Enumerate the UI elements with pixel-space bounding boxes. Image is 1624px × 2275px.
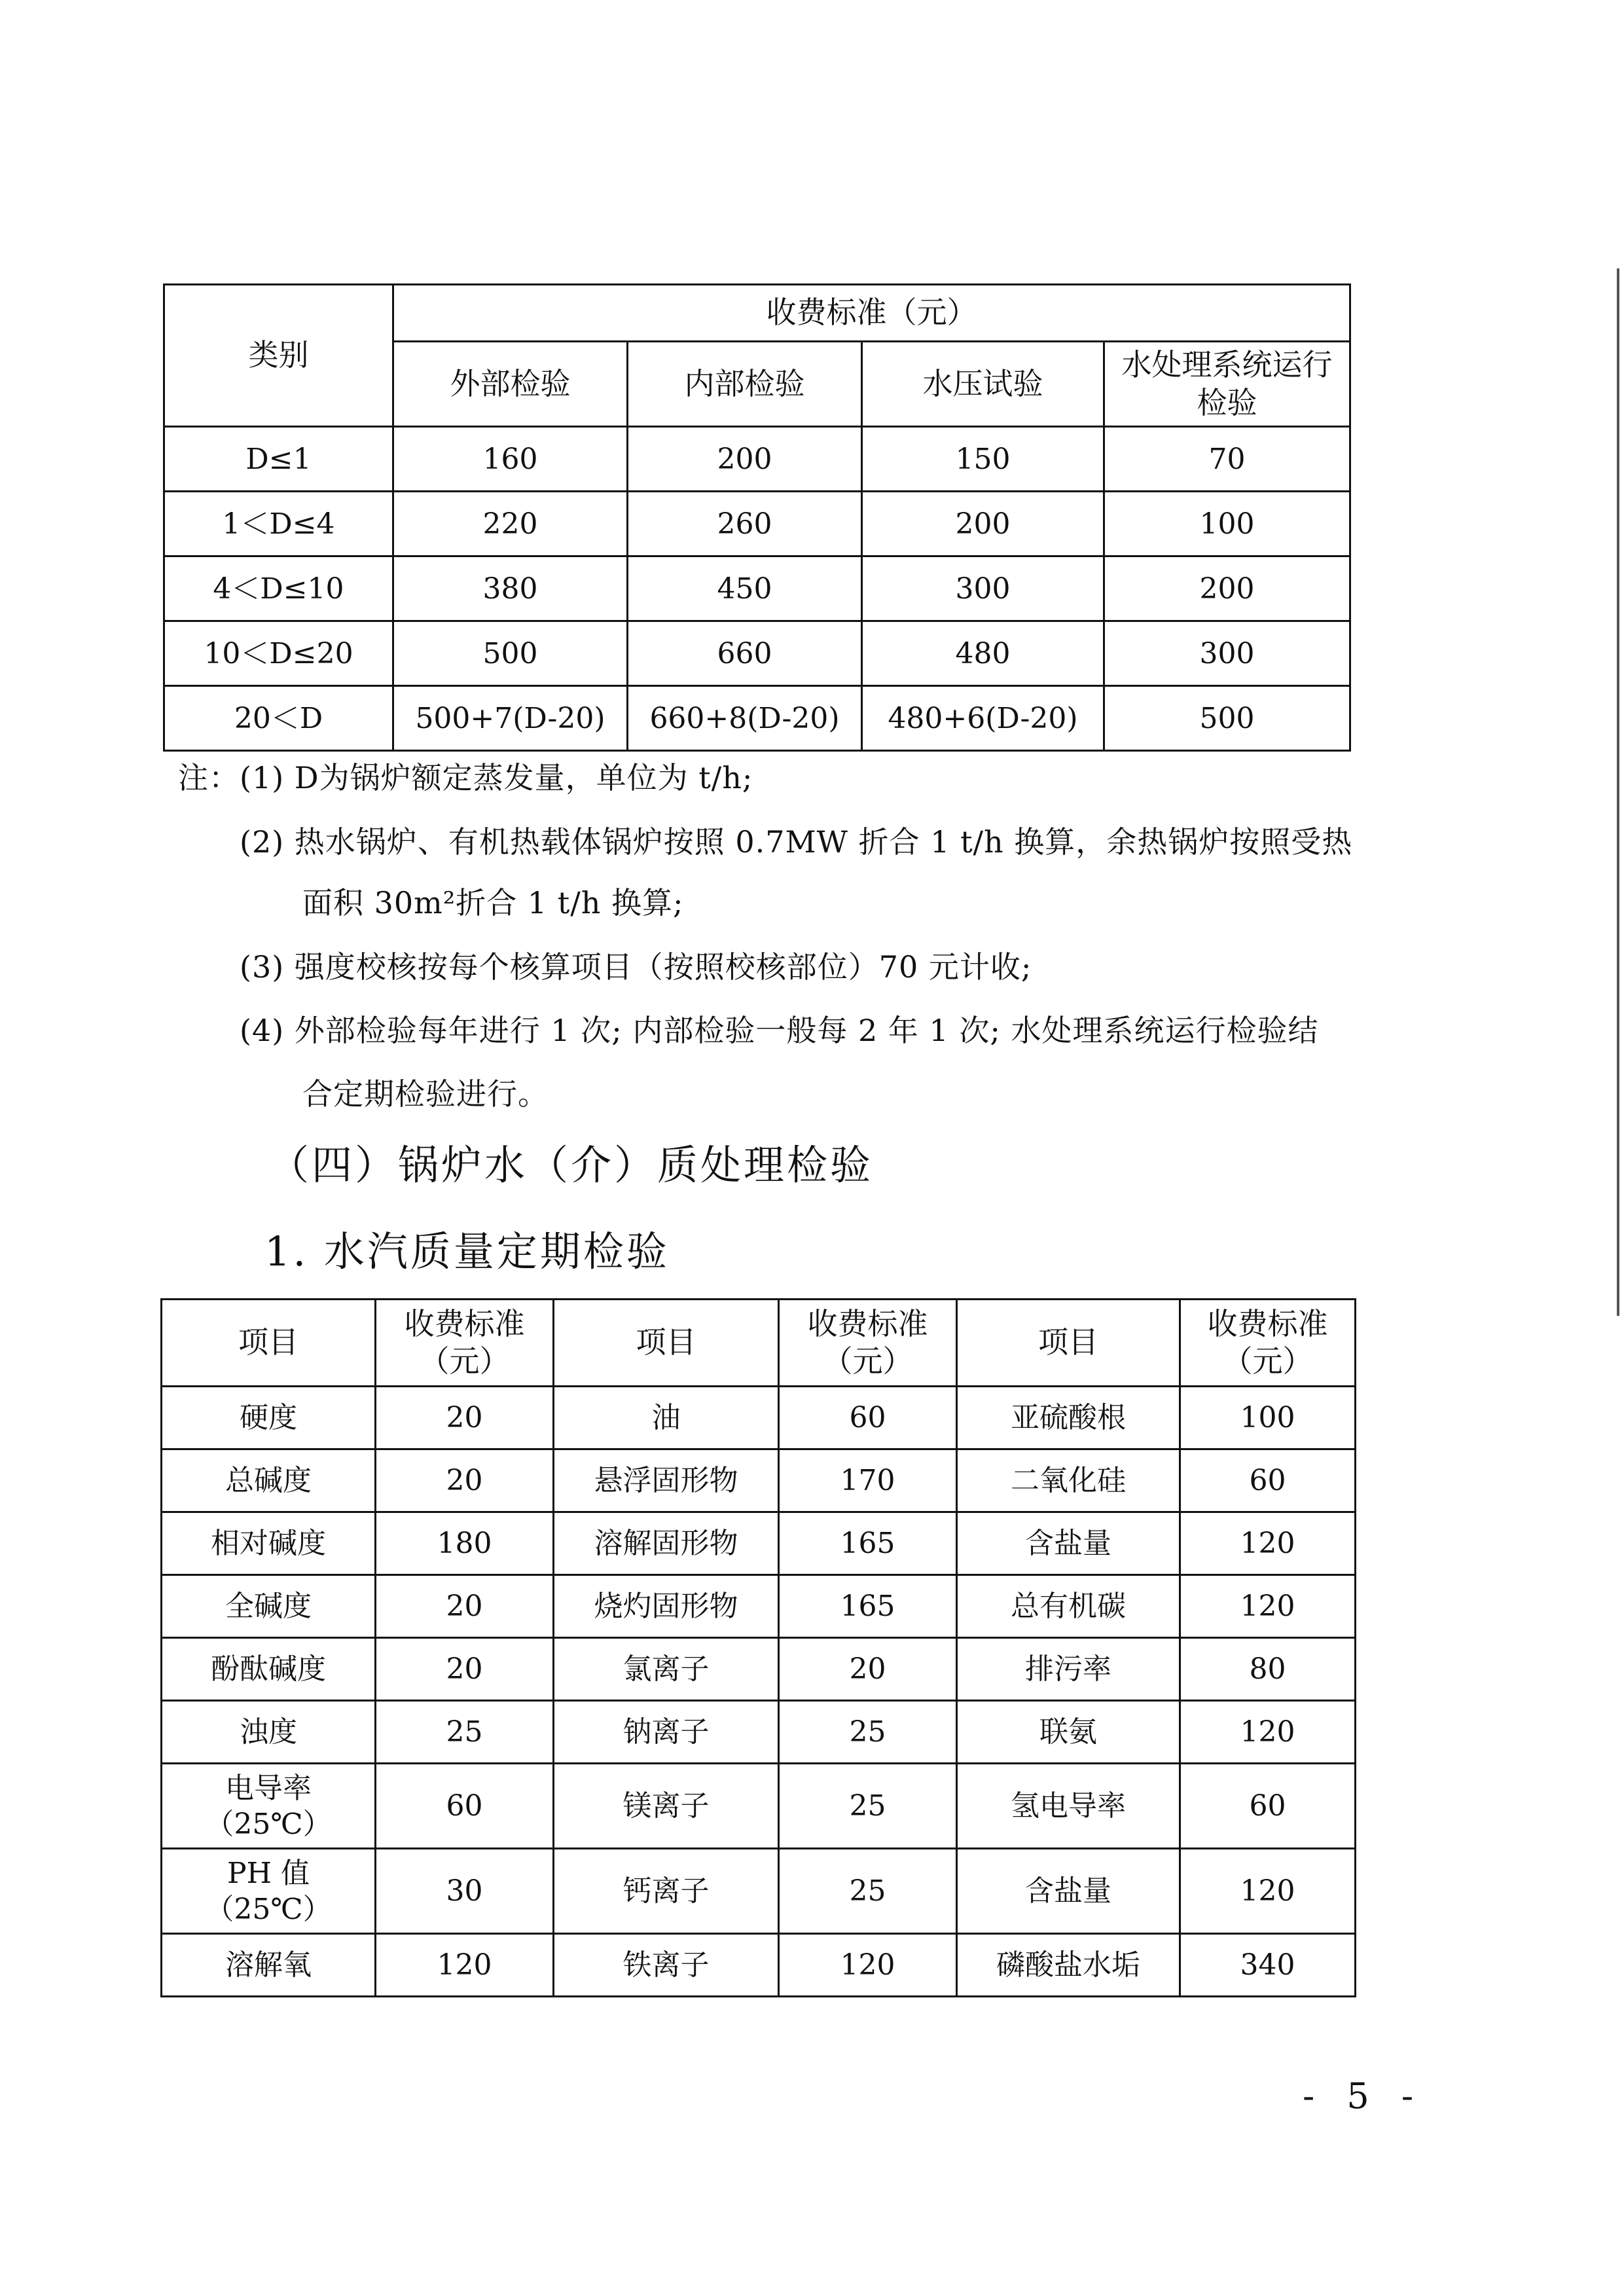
fee-standard-header: 收费标准（元） — [393, 285, 1350, 342]
fee-cell: 300 — [1104, 621, 1350, 686]
fee-cell: 170 — [779, 1449, 957, 1512]
table-row — [164, 492, 1350, 556]
fee-cell: 120 — [376, 1934, 554, 1997]
item-cell: 磷酸盐水垢 — [957, 1934, 1180, 1997]
item-cell: 总碱度 — [162, 1449, 376, 1512]
inspection-fee-table — [163, 283, 1351, 752]
section-heading: （四）锅炉水（介）质处理检验 — [268, 1141, 874, 1189]
table-row — [162, 1575, 1356, 1638]
table-row — [164, 427, 1350, 492]
table-row — [162, 1387, 1356, 1449]
note-4-continued: 合定期检验进行。 — [302, 1076, 549, 1112]
fee-header: 收费标准（元） — [376, 1300, 554, 1387]
fee-cell: 60 — [376, 1764, 554, 1849]
fee-cell: 20 — [376, 1449, 554, 1512]
item-cell: 全碱度 — [162, 1575, 376, 1638]
fee-cell: 180 — [376, 1512, 554, 1575]
item-cell: 钙离子 — [554, 1849, 779, 1934]
fee-cell: 120 — [1180, 1575, 1356, 1638]
item-cell: 含盐量 — [957, 1849, 1180, 1934]
subsection-heading: 1. 水汽质量定期检验 — [264, 1228, 670, 1275]
fee-cell: 380 — [393, 556, 628, 621]
category-cell: 4＜D≤10 — [164, 556, 393, 621]
fee-cell: 25 — [779, 1764, 957, 1849]
table-row — [162, 1512, 1356, 1575]
note-2-continued: 面积 30m²折合 1 t/h 换算; — [302, 885, 684, 920]
fee-cell: 300 — [862, 556, 1104, 621]
fee-header: 收费标准（元） — [1180, 1300, 1356, 1387]
item-cell: PH 值（25℃） — [162, 1849, 376, 1934]
fee-cell: 100 — [1104, 492, 1350, 556]
category-cell: 1＜D≤4 — [164, 492, 393, 556]
table-row — [164, 556, 1350, 621]
fee-cell: 25 — [779, 1701, 957, 1764]
fee-cell: 70 — [1104, 427, 1350, 492]
water-quality-fee-table — [160, 1298, 1356, 1997]
table-row — [162, 1849, 1356, 1934]
column-header: 水压试验 — [862, 342, 1104, 427]
fee-cell: 500+7(D-20) — [393, 686, 628, 751]
item-header: 项目 — [554, 1300, 779, 1387]
fee-cell: 480+6(D-20) — [862, 686, 1104, 751]
fee-cell: 60 — [1180, 1764, 1356, 1849]
fee-cell: 25 — [779, 1849, 957, 1934]
item-cell: 酚酞碱度 — [162, 1638, 376, 1701]
item-cell: 悬浮固形物 — [554, 1449, 779, 1512]
column-header: 水处理系统运行检验 — [1104, 342, 1350, 427]
table-row — [164, 686, 1350, 751]
category-cell: 20＜D — [164, 686, 393, 751]
column-header: 外部检验 — [393, 342, 628, 427]
scan-edge-line — [1617, 268, 1619, 1316]
table-row — [162, 1449, 1356, 1512]
table-row — [162, 1764, 1356, 1849]
item-header: 项目 — [957, 1300, 1180, 1387]
table-row — [162, 1701, 1356, 1764]
column-header: 内部检验 — [628, 342, 862, 427]
note-3: (3) 强度校核按每个核算项目（按照校核部位）70 元计收; — [240, 949, 1032, 985]
fee-cell: 120 — [1180, 1512, 1356, 1575]
fee-cell: 20 — [376, 1387, 554, 1449]
fee-cell: 200 — [862, 492, 1104, 556]
item-cell: 联氨 — [957, 1701, 1180, 1764]
fee-cell: 200 — [1104, 556, 1350, 621]
fee-cell: 20 — [779, 1638, 957, 1701]
fee-cell: 500 — [393, 621, 628, 686]
fee-cell: 120 — [1180, 1849, 1356, 1934]
note-4: (4) 外部检验每年进行 1 次; 内部检验一般每 2 年 1 次; 水处理系统运行检验结 — [240, 1013, 1319, 1048]
fee-cell: 165 — [779, 1512, 957, 1575]
fee-cell: 120 — [779, 1934, 957, 1997]
table-row — [164, 621, 1350, 686]
fee-cell: 480 — [862, 621, 1104, 686]
fee-cell: 500 — [1104, 686, 1350, 751]
category-cell: 10＜D≤20 — [164, 621, 393, 686]
item-cell: 溶解固形物 — [554, 1512, 779, 1575]
item-cell: 总有机碳 — [957, 1575, 1180, 1638]
fee-cell: 200 — [628, 427, 862, 492]
fee-cell: 60 — [779, 1387, 957, 1449]
note-2: (2) 热水锅炉、有机热载体锅炉按照 0.7MW 折合 1 t/h 换算，余热锅炉按照受热 — [240, 824, 1353, 860]
fee-cell: 120 — [1180, 1701, 1356, 1764]
table-row — [162, 1934, 1356, 1997]
item-cell: 溶解氧 — [162, 1934, 376, 1997]
item-cell: 硬度 — [162, 1387, 376, 1449]
fee-cell: 30 — [376, 1849, 554, 1934]
fee-cell: 220 — [393, 492, 628, 556]
fee-cell: 20 — [376, 1638, 554, 1701]
fee-cell: 660 — [628, 621, 862, 686]
fee-cell: 165 — [779, 1575, 957, 1638]
item-header: 项目 — [162, 1300, 376, 1387]
item-cell: 电导率（25℃） — [162, 1764, 376, 1849]
item-cell: 排污率 — [957, 1638, 1180, 1701]
fee-cell: 660+8(D-20) — [628, 686, 862, 751]
fee-cell: 60 — [1180, 1449, 1356, 1512]
item-cell: 相对碱度 — [162, 1512, 376, 1575]
page-number: - 5 - — [1303, 2075, 1424, 2117]
fee-cell: 100 — [1180, 1387, 1356, 1449]
item-cell: 氯离子 — [554, 1638, 779, 1701]
fee-header: 收费标准（元） — [779, 1300, 957, 1387]
item-cell: 氢电导率 — [957, 1764, 1180, 1849]
category-header: 类别 — [164, 285, 393, 427]
fee-cell: 160 — [393, 427, 628, 492]
fee-cell: 20 — [376, 1575, 554, 1638]
fee-cell: 25 — [376, 1701, 554, 1764]
item-cell: 含盐量 — [957, 1512, 1180, 1575]
fee-cell: 340 — [1180, 1934, 1356, 1997]
fee-cell: 260 — [628, 492, 862, 556]
item-cell: 镁离子 — [554, 1764, 779, 1849]
table-row — [162, 1638, 1356, 1701]
fee-cell: 150 — [862, 427, 1104, 492]
item-cell: 铁离子 — [554, 1934, 779, 1997]
category-cell: D≤1 — [164, 427, 393, 492]
item-cell: 油 — [554, 1387, 779, 1449]
item-cell: 烧灼固形物 — [554, 1575, 779, 1638]
fee-cell: 80 — [1180, 1638, 1356, 1701]
note-1: 注：(1) D为锅炉额定蒸发量，单位为 t/h; — [178, 760, 753, 795]
fee-cell: 450 — [628, 556, 862, 621]
item-cell: 二氧化硅 — [957, 1449, 1180, 1512]
item-cell: 浊度 — [162, 1701, 376, 1764]
item-cell: 亚硫酸根 — [957, 1387, 1180, 1449]
item-cell: 钠离子 — [554, 1701, 779, 1764]
